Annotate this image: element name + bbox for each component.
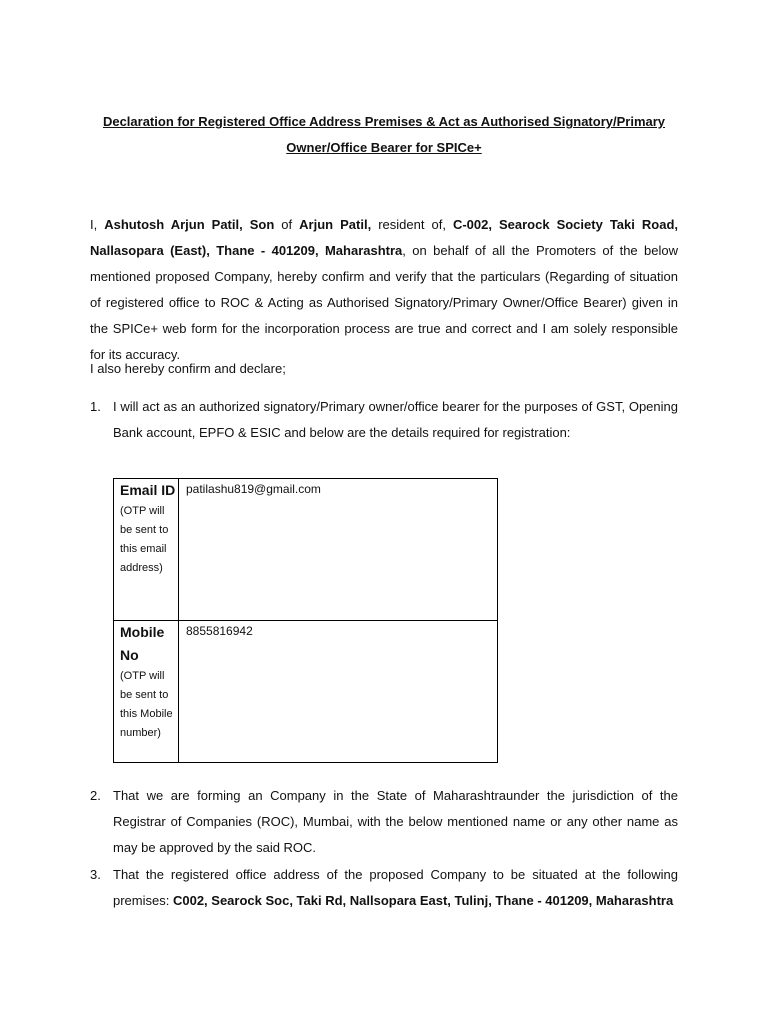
list-item-1	[90, 394, 678, 446]
list-item-3-number: 3.	[90, 867, 101, 882]
list-item-2	[90, 783, 678, 861]
intro-lead: I,	[90, 217, 105, 232]
mobile-label-cell	[114, 621, 179, 763]
list-item-3	[90, 862, 678, 914]
list-item-3-text	[113, 862, 678, 914]
intro-resident: resident of,	[371, 217, 453, 232]
declaration-title-line-2: Owner/Office Bearer for SPICe+	[286, 140, 482, 155]
mobile-value: 8855816942	[186, 624, 253, 638]
list-item-2-number: 2.	[90, 788, 101, 803]
table-row-email	[114, 479, 498, 621]
contact-details-table	[113, 478, 498, 763]
father-name: Arjun Patil,	[299, 217, 372, 232]
email-label-cell	[114, 479, 179, 621]
declaration-title-line-1: Declaration for Registered Office Address Premises & Act as Authorised Signatory/Primary	[102, 114, 666, 129]
email-value: patilashu819@gmail.com	[186, 482, 321, 496]
declarant-address: C-002, Searock Society Taki Road, Nallasopara (East), Thane - 401209, Maharashtra	[90, 217, 678, 258]
intro-of: of	[274, 217, 300, 232]
list-item-1-number: 1.	[90, 399, 101, 414]
premises-address: C002, Searock Soc, Taki Rd, Nallsopara East, Tulinj, Thane - 401209, Maharashtra	[172, 893, 674, 908]
mobile-value-cell	[179, 621, 498, 763]
intro-paragraph	[90, 212, 678, 368]
list-item-3-lead: That the registered office address of the proposed Company to be situated at the following premises:	[113, 867, 678, 908]
intro-rest: , on behalf of all the Promoters of the below mentioned proposed Company, hereby confirm and verify that the particulars (Regarding of situation of registered office to ROC & Acting as Authorised Signatory/Primary Owner/Office Bearer) given in the SPICe+ web form for the incorporation process are true and correct and I am solely responsible for its accuracy.	[90, 243, 678, 362]
list-item-2-text: That we are forming an Company in the State of Maharashtraunder the jurisdiction of the Registrar of Companies (ROC), Mumbai, with the below mentioned name or any other name as may be approved by the said ROC.	[113, 788, 678, 855]
email-value-cell	[179, 479, 498, 621]
confirm-line: I also hereby confirm and declare;	[90, 361, 286, 376]
email-label: Email ID	[120, 482, 176, 498]
mobile-note: (OTP will be sent to this Mobile number)	[120, 670, 173, 739]
list-item-1-text: I will act as an authorized signatory/Primary owner/office bearer for the purposes of GST, Opening Bank account, EPFO & ESIC and below are the details required for registration:	[113, 399, 678, 440]
email-note: (OTP will be sent to this email address)	[120, 505, 169, 574]
table-row-mobile	[114, 621, 498, 763]
mobile-label: Mobile No	[120, 624, 165, 663]
declarant-name: Ashutosh Arjun Patil, Son	[104, 217, 275, 232]
